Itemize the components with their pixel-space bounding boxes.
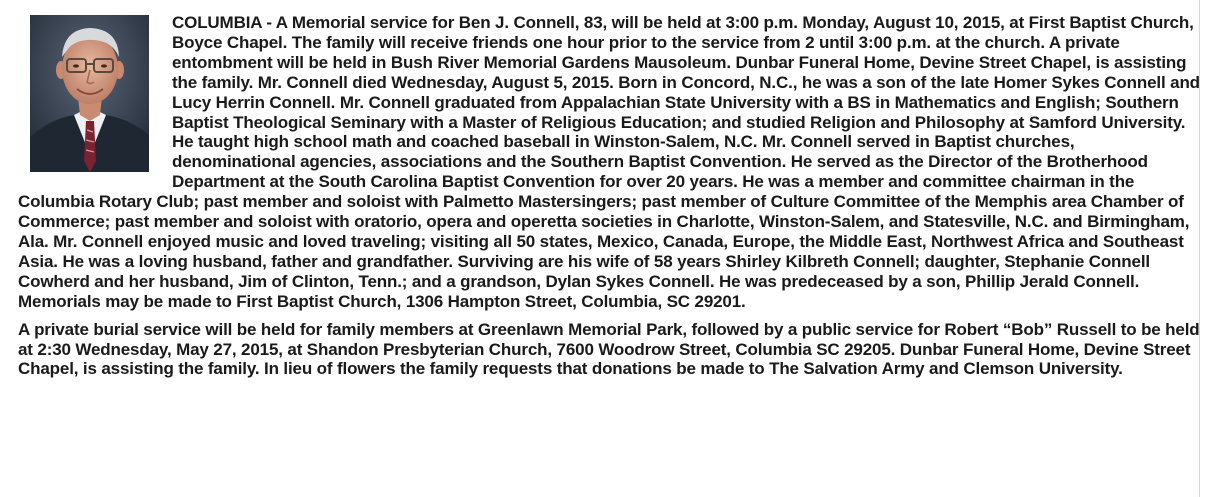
- obituary-article: [18, 13, 1200, 379]
- obituary-paragraph-connell: COLUMBIA - A Memorial service for Ben J. Connell, 83, will be held at 3:00 p.m. Monday, August 10, 2015, at First Baptist Church, Boyce Chapel. The family will receive friends one hour prior to the service from 2 until 3:00 p.m. at the church. A private entombment will be held in Bush River Memorial Gardens Mausoleum. Dunbar Funeral Home, Devine Street Chapel, is assisting the family. Mr. Connell died Wednesday, August 5, 2015. Born in Concord, N.C., he was a son of the late Homer Sykes Connell and Lucy Herrin Connell. Mr. Connell graduated from Appalachian State University with a BS in Mathematics and English; Southern Baptist Theological Seminary with a Master of Religious Education; and studied Religion and Philosophy at Samford University. He taught high school math and coached baseball in Winston-Salem, N.C. Mr. Connell served in Baptist churches, denominational agencies, associations and the Southern Baptist Convention. He served as the Director of the Brotherhood Department at the South Carolina Baptist Convention for over 20 years. He was a member and committee chairman in the Columbia Rotary Club; past member and soloist with Palmetto Mastersingers; past member of Culture Committee of the Memphis area Chamber of Commerce; past member and soloist with oratorio, opera and operetta societies in Charlotte, Winston-Salem, and Statesville, N.C. and Birmingham, Ala. Mr. Connell enjoyed music and loved traveling; visiting all 50 states, Mexico, Canada, Europe, the Middle East, Northwest Africa and Southeast Asia. He was a loving husband, father and grandfather. Surviving are his wife of 58 years Shirley Kilbreth Connell; daughter, Stephanie Connell Cowherd and her husband, Jim of Clinton, Tenn.; and a grandson, Dylan Sykes Connell. He was predeceased by a son, Phillip Jerald Connell. Memorials may be made to First Baptist Church, 1306 Hampton Street, Columbia, SC 29201.: [18, 13, 1200, 311]
- portrait-photo: [30, 15, 149, 172]
- obituary-paragraph-russell: A private burial service will be held for family members at Greenlawn Memorial Park, followed by a public service for Robert “Bob” Russell to be held at 2:30 Wednesday, May 27, 2015, at Shandon Presbyterian Church, 7600 Woodrow Street, Columbia SC 29205. Dunbar Funeral Home, Devine Street Chapel, is assisting the family. In lieu of flowers the family requests that donations be made to The Salvation Army and Clemson University.: [18, 319, 1200, 379]
- portrait-image: [30, 15, 149, 172]
